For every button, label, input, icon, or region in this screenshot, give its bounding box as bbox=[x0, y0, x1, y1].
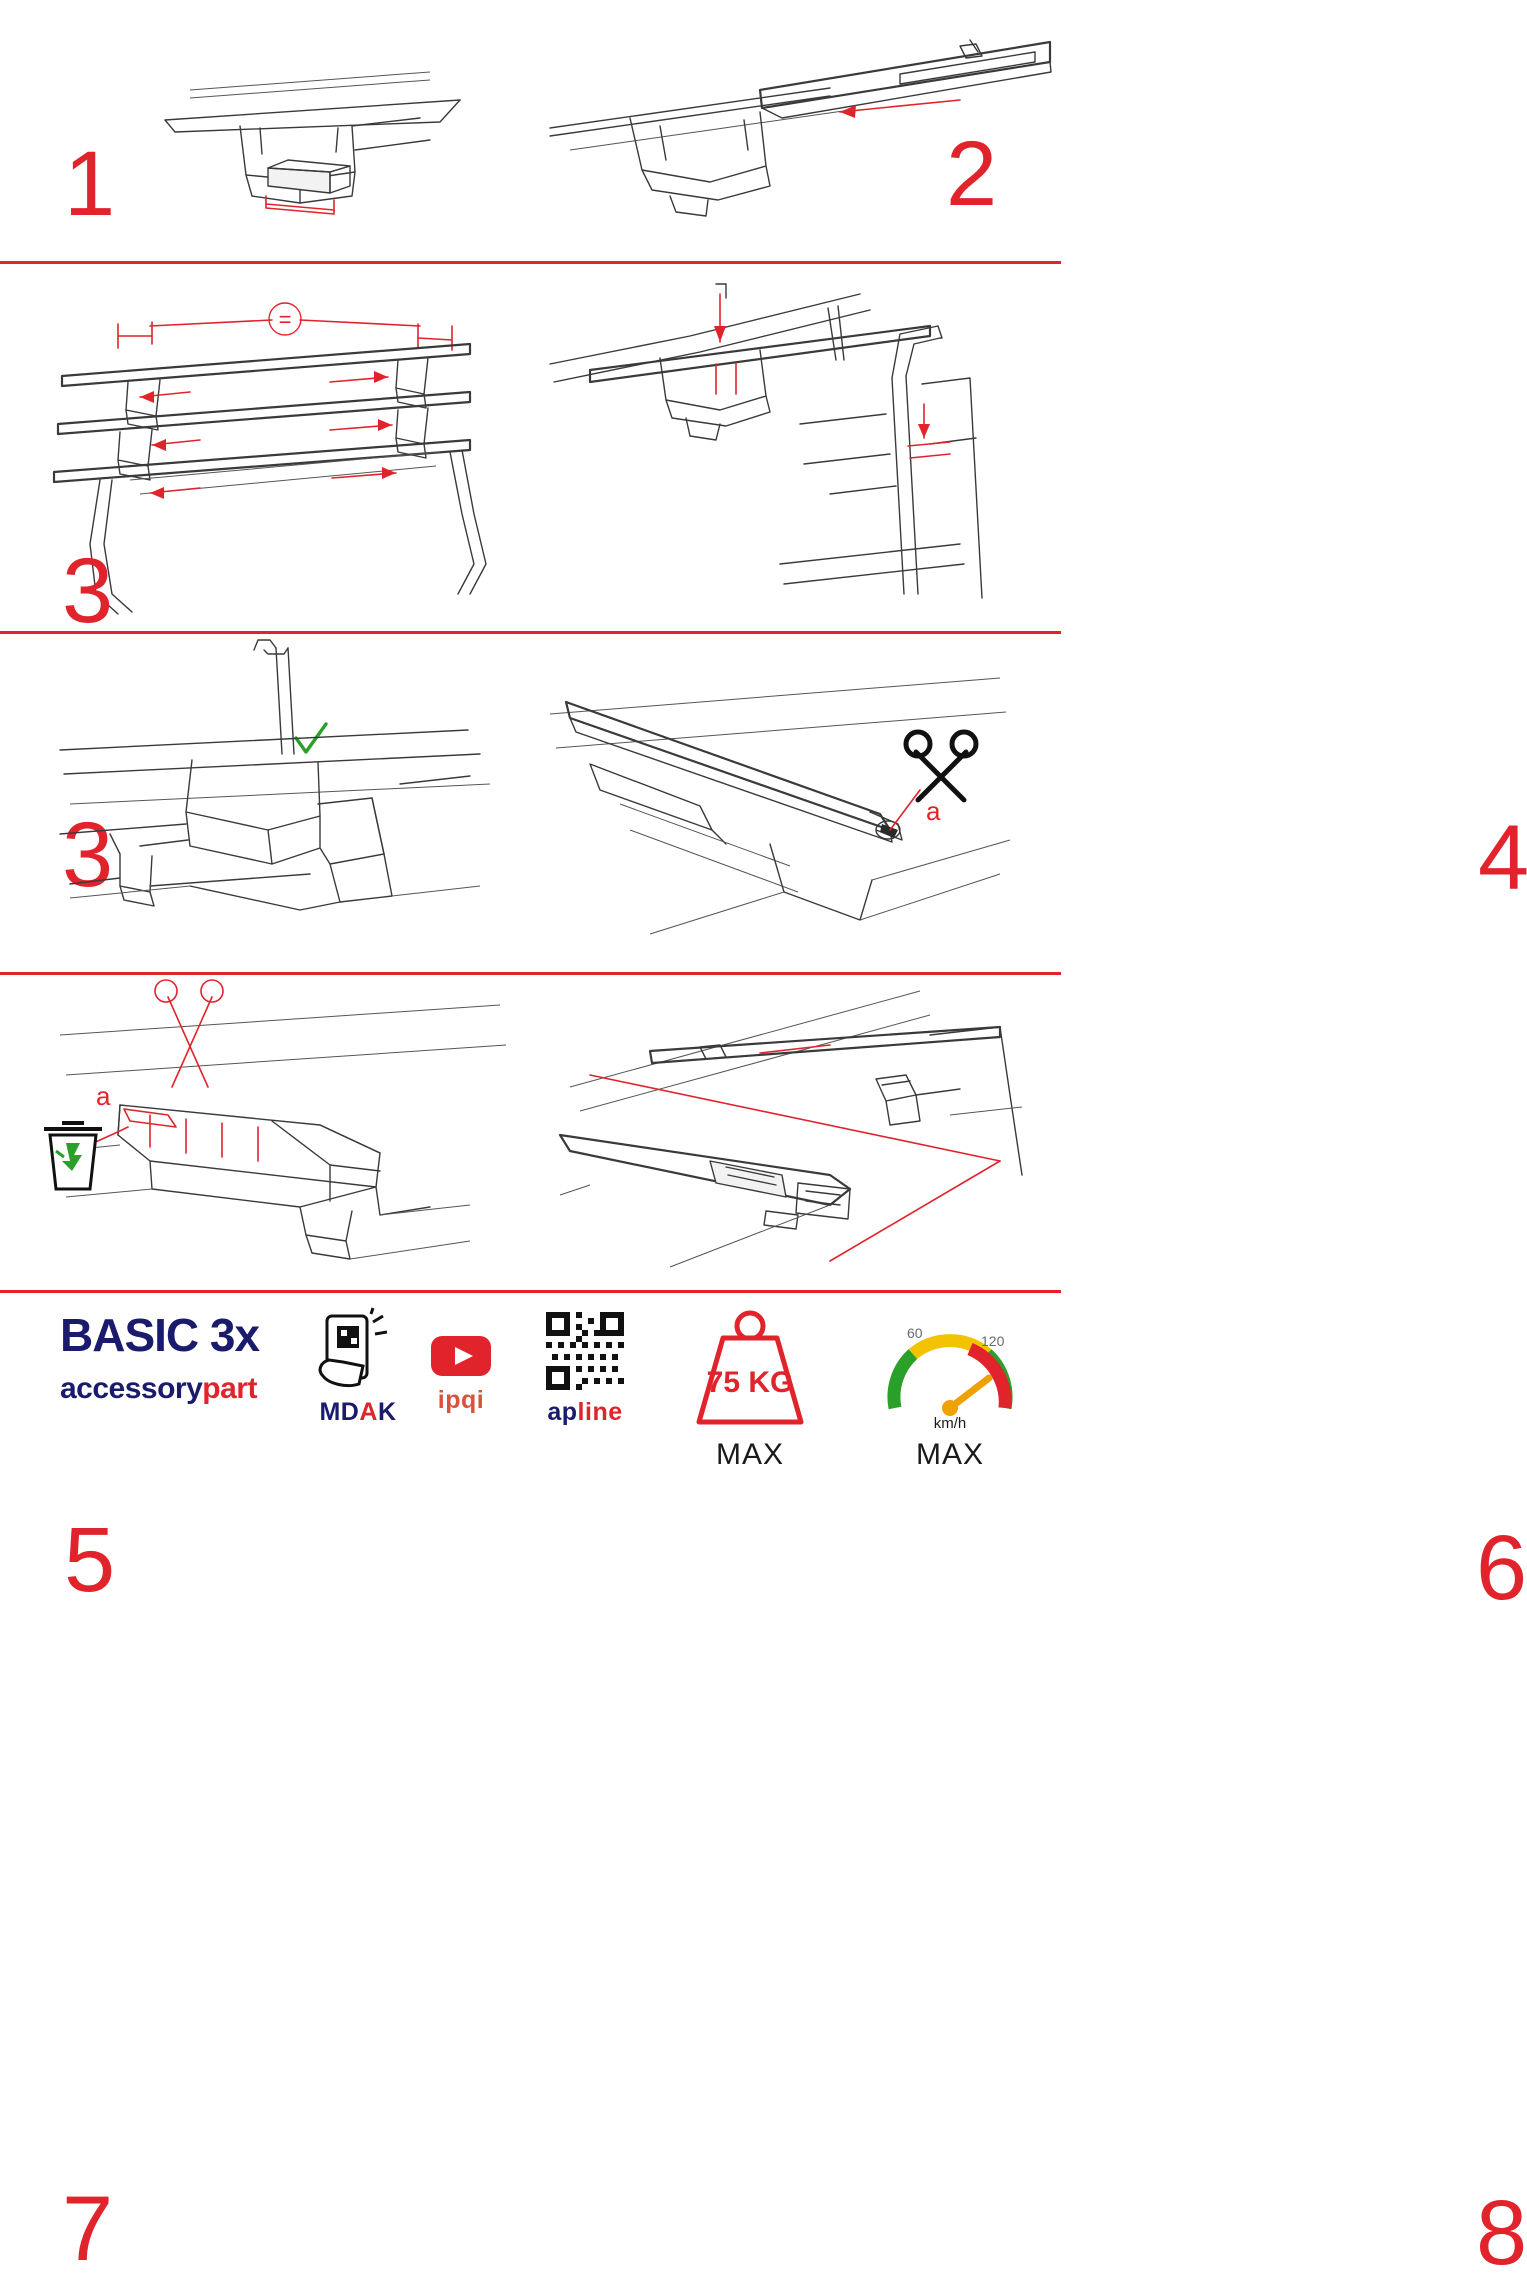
part-label-a-step7: a bbox=[96, 1081, 111, 1111]
step-2-panel bbox=[530, 0, 1061, 261]
logo-ipqi-label: ipqi bbox=[437, 1386, 485, 1414]
step-5-number: 5 bbox=[64, 1509, 114, 1611]
logo-apline-ap: ap bbox=[547, 1398, 578, 1426]
qr-scan-hand-icon bbox=[313, 1312, 403, 1390]
logo-mdak-md: MD bbox=[319, 1398, 360, 1426]
scissors-icon-red bbox=[155, 980, 223, 1087]
part-label-a-step6: a bbox=[926, 796, 941, 826]
step-2-number: 2 bbox=[946, 123, 996, 225]
speed-tick-60: 60 bbox=[907, 1325, 923, 1341]
scissors-icon bbox=[906, 732, 976, 800]
logo-apline-label bbox=[500, 1398, 670, 1427]
recycle-bin-icon bbox=[44, 1123, 102, 1189]
step-3-number-visible: 3 bbox=[62, 540, 112, 642]
step-3-number: 3 bbox=[62, 804, 112, 906]
product-quantity: 3x bbox=[209, 1309, 260, 1361]
weight-max-caption: MAX bbox=[715, 1438, 784, 1471]
step-4-number: 4 bbox=[1478, 807, 1527, 909]
equal-symbol: = bbox=[278, 307, 292, 332]
brand-name-second: part bbox=[202, 1372, 257, 1405]
speed-max-caption: MAX bbox=[915, 1438, 984, 1471]
step-7-number: 7 bbox=[62, 2178, 112, 2280]
weight-value-text: 75 KG bbox=[706, 1366, 794, 1399]
logo-apline bbox=[500, 1312, 670, 1427]
speed-tick-120: 120 bbox=[981, 1333, 1005, 1349]
speed-limit-block bbox=[860, 1304, 1040, 1472]
speed-unit-text: km/h bbox=[933, 1415, 967, 1432]
product-name: BASIC bbox=[60, 1309, 199, 1361]
step-8-number: 8 bbox=[1476, 2182, 1526, 2284]
step-1-number: 1 bbox=[64, 133, 114, 235]
logo-apline-line: line bbox=[577, 1398, 623, 1426]
youtube-icon[interactable] bbox=[429, 1332, 493, 1378]
brand-name-line bbox=[60, 1372, 290, 1406]
footer bbox=[0, 1290, 1061, 1500]
step-7-illustration bbox=[0, 975, 530, 1290]
step-4-illustration bbox=[530, 264, 1061, 631]
step-6-illustration bbox=[530, 634, 1061, 972]
logo-mdak-a: A bbox=[359, 1398, 378, 1426]
product-name-line bbox=[60, 1309, 290, 1361]
product-brand-block bbox=[60, 1309, 290, 1406]
step-4-panel bbox=[530, 264, 1527, 909]
step-6-number: 6 bbox=[1476, 1517, 1526, 1619]
speedometer-icon bbox=[875, 1304, 1025, 1434]
step-5-illustration bbox=[0, 634, 530, 972]
weight-icon bbox=[675, 1304, 825, 1434]
brand-name-first: accessory bbox=[60, 1372, 203, 1405]
logo-mdak-k: K bbox=[377, 1398, 397, 1426]
step-1-panel bbox=[0, 0, 530, 261]
qr-code-icon[interactable] bbox=[546, 1312, 624, 1390]
weight-limit-block bbox=[660, 1304, 840, 1472]
step-8-illustration bbox=[530, 975, 1061, 1290]
